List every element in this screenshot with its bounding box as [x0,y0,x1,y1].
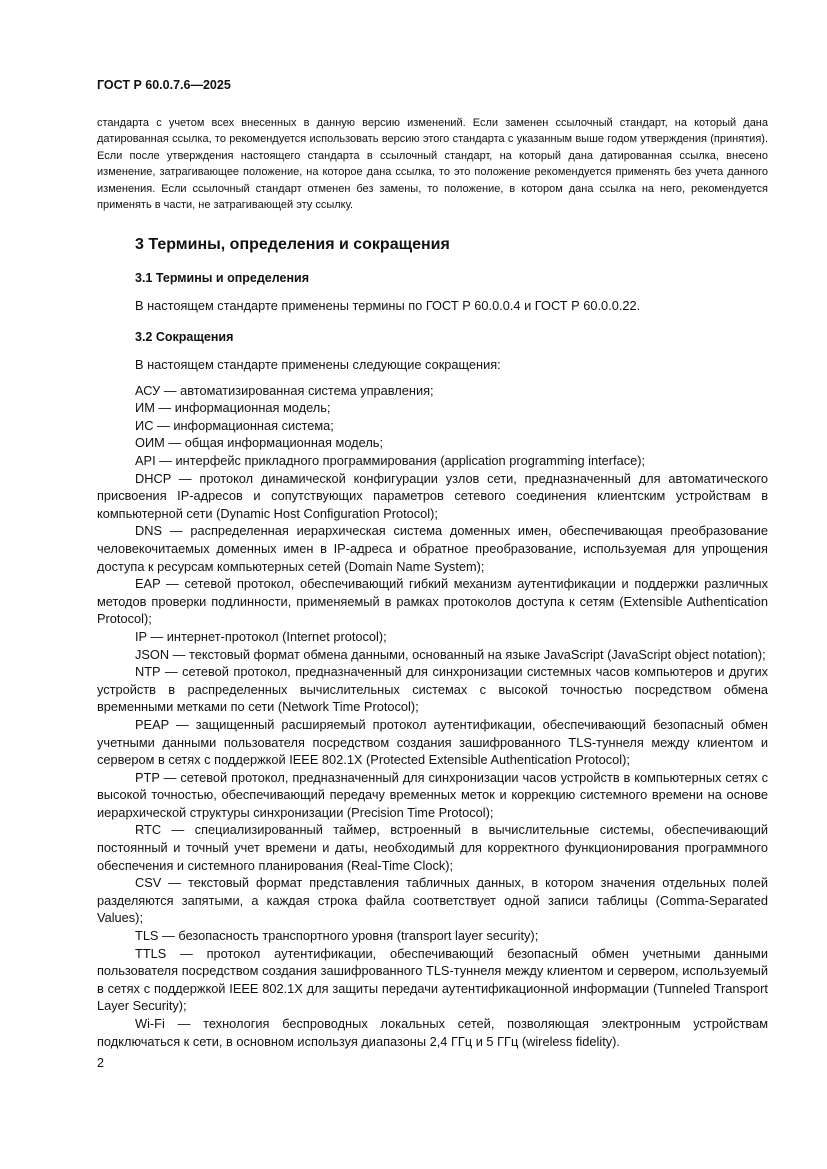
abbreviation-item: Wi-Fi — технология беспроводных локальных сетей, позволяющая электронным устройствам подключаться к сети, в основном используя диапазоны 2,4 ГГц и 5 ГГц (wireless fidelity). [97,1016,768,1049]
abbreviation-item: DNS — распределенная иерархическая система доменных имен, обеспечивающая преобразование человекочитаемых доменных имен в IP-адреса и обратное преобразование, используемая для упрощения доступа к ресурсам компьютерных сетей (Domain Name System); [97,523,768,574]
abbreviation-item: IP — интернет-протокол (Internet protocol); [135,628,387,644]
abbreviation-item: АСУ — автоматизированная система управления; [135,382,434,398]
abbreviation-item: ИС — информационная система; [135,417,334,433]
document-header: ГОСТ Р 60.0.7.6—2025 [97,78,231,92]
section-title: 3 Термины, определения и сокращения [135,236,450,254]
intro-paragraph: стандарта с учетом всех внесенных в данную версию изменений. Если заменен ссылочный стандарт, на который дана датированная ссылка, то рекомендуется использовать версию этого стандарта с указанным выше годом утверждения (принятия). Если после утверждения настоящего стандарта в ссылочный стандарт, на который дана датированная ссылка, внесено изменение, затрагивающее положение, на которое дана ссылка, то это положение рекомендуется применять без учета данного изменения. Если ссылочный стандарт отменен без замены, то положение, в котором дана ссылка на него, рекомендуется применять в части, не затрагивающей эту ссылку. [97,117,768,212]
abbreviation-item: TTLS — протокол аутентификации, обеспечивающий безопасный обмен учетными данными пользователя посредством создания зашифрованного TLS-туннеля между клиентом и сервером, используемый в сетях с поддержкой IEEE 802.1X для защиты передачи аутентификационной информации (Tunneled Transport Layer Security); [97,945,768,1014]
abbreviation-item: PTP — сетевой протокол, предназначенный для синхронизации часов устройств в компьютерных сетях с высокой точностью, обеспечивающий передачу временных меток и коррекцию системного времени на основе иерархической структуры синхронизации (Precision Time Protocol); [97,769,768,820]
abbreviation-item: CSV — текстовый формат представления табличных данных, в котором значения отдельных полей разделяются запятыми, а каждая строка файла соответствует одной записи таблицы (Comma-Separated Values); [97,875,768,926]
subsection-title-abbreviations: 3.2 Сокращения [135,330,234,345]
abbreviation-item: PEAP — защищенный расширяемый протокол аутентификации, обеспечивающий безопасный обмен учетными данными пользователя посредством создания зашифрованного TLS-туннеля между клиентом и сервером в сетях с поддержкой IEEE 802.1X (Protected Extensible Authentication Protocol); [97,716,768,768]
abbreviation-item: API — интерфейс прикладного программирования (application programming interface); [135,453,646,468]
abbreviation-item: ОИМ — общая информационная модель; [135,435,384,451]
abbreviation-item: DHCP — протокол динамической конфигурации узлов сети, предназначенный для автоматического присвоения IP-адресов и сопутствующих параметров сетевого соединения клиентским устройствам в компьютерной сети (Dynamic Host Configuration Protocol); [97,470,768,521]
abbreviation-item: JSON — текстовый формат обмена данными, основанный на языке JavaScript (JavaScript object notation); [135,646,766,662]
abbreviation-item: TLS — безопасность транспортного уровня (transport layer security); [135,928,539,944]
terms-paragraph: В настоящем стандарте применены термины по ГОСТ Р 60.0.0.4 и ГОСТ Р 60.0.0.22. [135,298,641,314]
subsection-title-terms: 3.1 Термины и определения [135,271,309,286]
abbreviation-item: NTP — сетевой протокол, предназначенный для синхронизации системных часов компьютеров и других устройств в распределенных вычислительных системах с высокой точностью посредством обмена временными метками по сети (Network Time Protocol); [97,664,768,715]
page-number: 2 [97,1056,104,1070]
page-content [97,115,768,1050]
abbreviation-item: ИМ — информационная модель; [135,400,331,416]
abbreviations-intro: В настоящем стандарте применены следующие сокращения: [135,357,501,373]
abbreviation-item: EAP — сетевой протокол, обеспечивающий гибкий механизм аутентификации и поддержки различных методов проверки подлинности, применяемый в рамках протоколов доступа к сетям (Extensible Authentication Protocol); [97,576,768,627]
abbreviation-item: RTC — специализированный таймер, встроенный в вычислительные системы, обеспечивающий постоянный и точный учет времени и даты, необходимый для корректного функционирования программного обеспечения и системного планирования (Real-Time Clock); [97,822,768,873]
